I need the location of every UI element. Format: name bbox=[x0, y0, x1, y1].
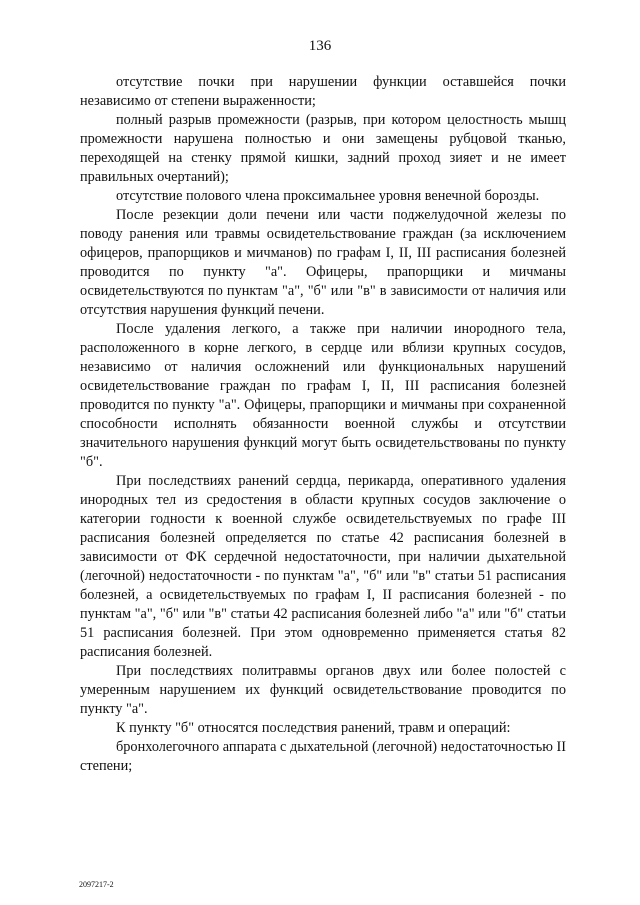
paragraph: бронхолегочного аппарата с дыхательной (легочной) недостаточностью II степени; bbox=[80, 739, 566, 774]
paragraph: отсутствие почки при нарушении функции оставшейся почки независимо от степени выраженности; bbox=[80, 74, 566, 109]
paragraph: При последствиях ранений сердца, перикарда, оперативного удаления инородных тел из средостения в области крупных сосудов заключение о категории годности к военной службе освидетельствуемых по графе III расписания болезней определяется по статье 42 расписания болезней в зависимости от ФК сердечной недостаточности, при наличии дыхательной (легочной) недостаточности - по пунктам "а", "б" или "в" статьи 51 расписания болезней, а освидетельствуемых по графам I, II расписания болезней - по пунктам "а", "б" или "в" статьи 42 расписания болезней либо "а" или "б" статьи 51 расписания болезней. При этом одновременно применяется статья 82 расписания болезней. bbox=[80, 473, 566, 660]
paragraph: полный разрыв промежности (разрыв, при котором целостность мышц промежности нарушена полностью и они замещены рубцовой тканью, переходящей на стенку прямой кишки, задний проход зияет и не имеет правильных очертаний); bbox=[80, 112, 566, 185]
paragraph: После удаления легкого, а также при наличии инородного тела, расположенного в корне легкого, в сердце или вблизи крупных сосудов, независимо от наличия осложнений или функциональных нарушений освидетельствование граждан по графам I, II, III расписания болезней проводится по пункту "а". Офицеры, прапорщики и мичманы при сохраненной способности исполнять обязанности военной службы и отсутствии значительного нарушения функций могут быть освидетельствованы по пункту "б". bbox=[80, 321, 566, 470]
document-code: 2097217-2 bbox=[79, 880, 114, 889]
paragraph: При последствиях политравмы органов двух или более полостей с умеренным нарушением их функций освидетельствование проводится по пункту "а". bbox=[80, 663, 566, 717]
page-number: 136 bbox=[308, 38, 332, 54]
paragraph: отсутствие полового члена проксимальнее уровня венечной борозды. bbox=[116, 188, 540, 204]
paragraph: К пункту "б" относятся последствия ранений, травм и операций: bbox=[116, 720, 511, 736]
document-body bbox=[80, 73, 566, 776]
paragraph: После резекции доли печени или части поджелудочной железы по поводу ранения или травмы освидетельствование граждан (за исключением офицеров, прапорщиков и мичманов) по графам I, II, III расписания болезней проводится по пункту "а". Офицеры, прапорщики и мичманы освидетельствуются по пунктам "а", "б" или "в" в зависимости от наличия или отсутствия нарушения функций печени. bbox=[80, 207, 566, 318]
